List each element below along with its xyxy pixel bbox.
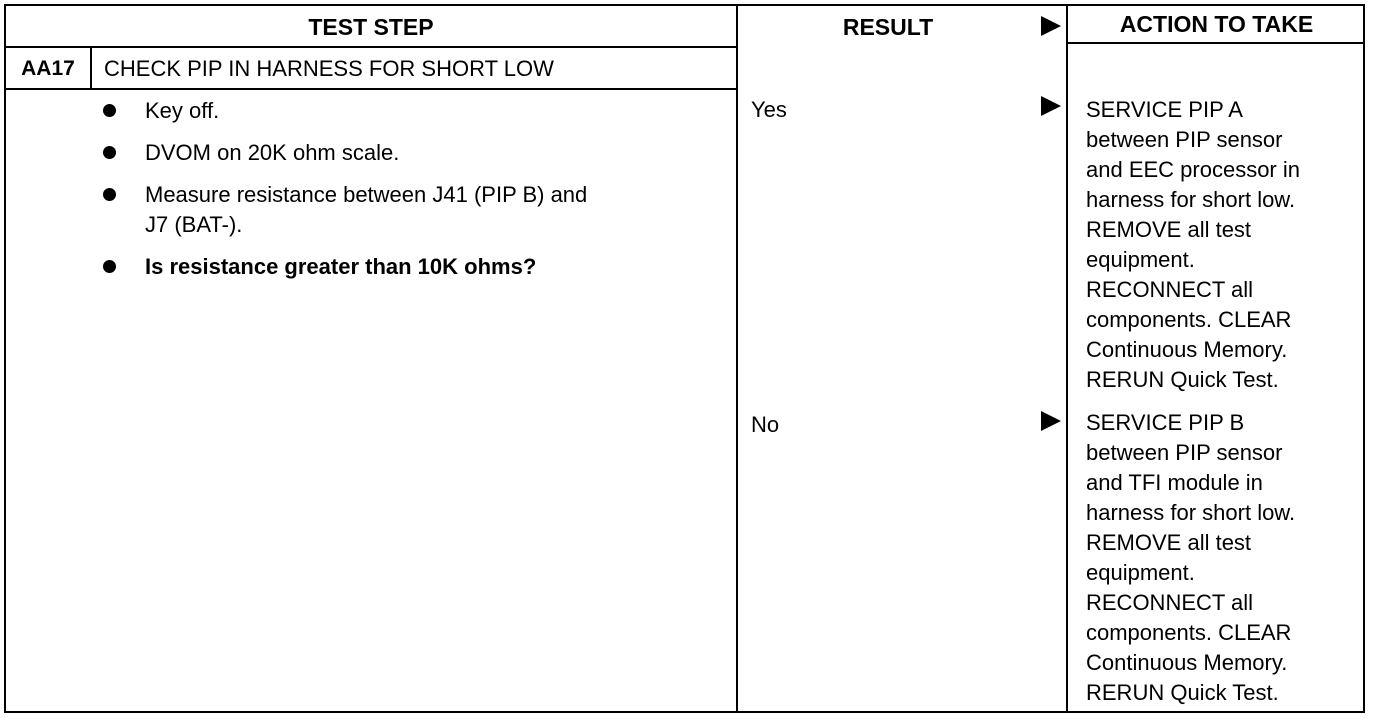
- bullet-icon: [103, 146, 116, 159]
- action-line: REMOVE all test: [1086, 530, 1252, 555]
- result-no: No: [751, 412, 780, 437]
- step-id: AA17: [21, 57, 75, 80]
- action-line: and TFI module in: [1086, 470, 1263, 495]
- result-yes: Yes: [751, 97, 787, 122]
- bullet-icon: [103, 188, 116, 201]
- action-line: RERUN Quick Test.: [1086, 367, 1279, 392]
- action-line: components. CLEAR: [1086, 620, 1292, 645]
- action-yes: [1086, 95, 1361, 395]
- action-line: RECONNECT all: [1086, 277, 1254, 302]
- header-arrow-icon: [1041, 16, 1061, 36]
- bullet-icon: [103, 260, 116, 273]
- step-title: CHECK PIP IN HARNESS FOR SHORT LOW: [104, 56, 554, 81]
- action-line: equipment.: [1086, 247, 1195, 272]
- action-line: Continuous Memory.: [1086, 337, 1288, 362]
- question-text: Is resistance greater than 10K ohms?: [145, 254, 537, 279]
- step-instructions: [100, 96, 720, 294]
- action-line: harness for short low.: [1086, 500, 1296, 525]
- instruction-item: [100, 96, 720, 126]
- result-yes-arrow-icon: [1041, 96, 1061, 116]
- test-step-table: [4, 4, 1365, 713]
- column-divider-step-result: [736, 6, 738, 713]
- instruction-text: Key off.: [145, 98, 220, 123]
- action-line: equipment.: [1086, 560, 1195, 585]
- action-line: Continuous Memory.: [1086, 650, 1288, 675]
- action-line: and EEC processor in: [1086, 157, 1300, 182]
- action-line: between PIP sensor: [1086, 127, 1283, 152]
- step-id-divider: [90, 48, 92, 90]
- instruction-question: [100, 252, 720, 282]
- header-action-to-take: ACTION TO TAKE: [1119, 11, 1314, 37]
- action-line: between PIP sensor: [1086, 440, 1283, 465]
- action-line: SERVICE PIP B: [1086, 410, 1245, 435]
- column-divider-result-action: [1066, 6, 1068, 713]
- action-line: SERVICE PIP A: [1086, 97, 1243, 122]
- instruction-item: [100, 180, 720, 240]
- action-line: REMOVE all test: [1086, 217, 1252, 242]
- action-line: RECONNECT all: [1086, 590, 1254, 615]
- instruction-text: Measure resistance between J41 (PIP B) and: [145, 182, 588, 207]
- instruction-text: DVOM on 20K ohm scale.: [145, 140, 400, 165]
- bullet-icon: [103, 104, 116, 117]
- header-result: RESULT: [842, 14, 934, 40]
- action-line: harness for short low.: [1086, 187, 1296, 212]
- action-no: [1086, 408, 1361, 708]
- action-line: components. CLEAR: [1086, 307, 1292, 332]
- instruction-item: [100, 138, 720, 168]
- instruction-text-continued: J7 (BAT-).: [145, 212, 243, 237]
- action-line: RERUN Quick Test.: [1086, 680, 1279, 705]
- header-test-step: TEST STEP: [308, 14, 434, 40]
- result-no-arrow-icon: [1041, 411, 1061, 431]
